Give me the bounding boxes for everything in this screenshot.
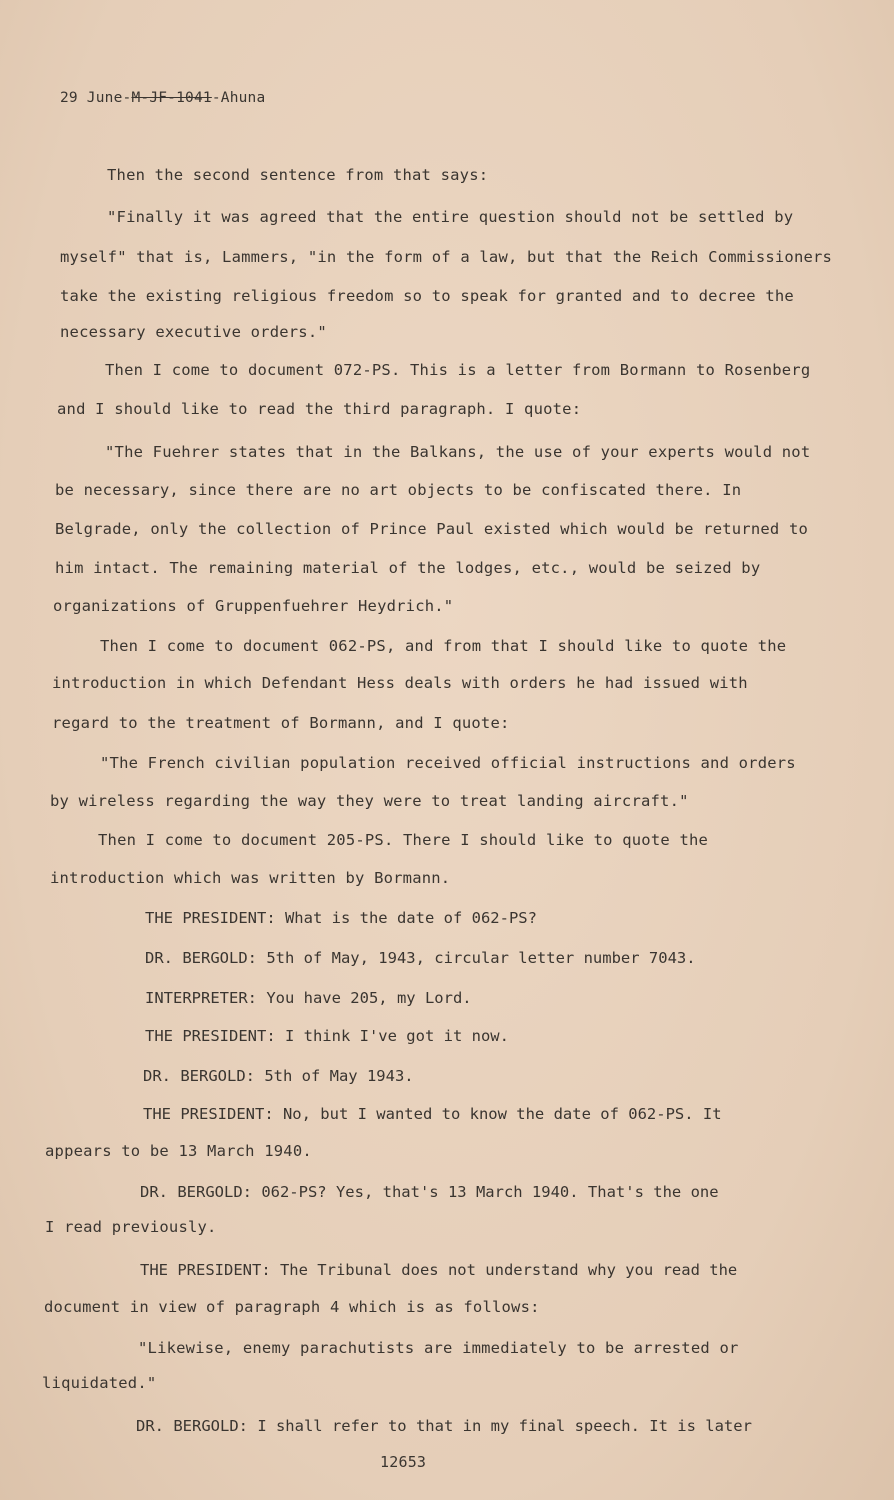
text-line: I read previously. bbox=[45, 1218, 217, 1236]
text-line: by wireless regarding the way they were to treat landing aircraft." bbox=[50, 792, 689, 810]
text-line: liquidated." bbox=[42, 1374, 157, 1392]
text-line: appears to be 13 March 1940. bbox=[45, 1142, 312, 1160]
text-line: him intact. The remaining material of the lodges, etc., would be seized by bbox=[55, 559, 761, 577]
header-date: 29 June- bbox=[60, 90, 132, 106]
text-line: necessary executive orders." bbox=[60, 323, 327, 341]
text-line: "Likewise, enemy parachutists are immediately to be arrested or bbox=[138, 1339, 739, 1357]
text-line: DR. BERGOLD: I shall refer to that in my final speech. It is later bbox=[136, 1417, 752, 1435]
header-struck-code: M-JF-1041 bbox=[131, 90, 212, 106]
text-line: Then I come to document 205-PS. There I should like to quote the bbox=[98, 831, 709, 849]
text-line: THE PRESIDENT: I think I've got it now. bbox=[145, 1027, 509, 1045]
page-number: 12653 bbox=[380, 1453, 427, 1471]
text-line: DR. BERGOLD: 5th of May 1943. bbox=[143, 1067, 414, 1085]
text-line: DR. BERGOLD: 5th of May, 1943, circular letter number 7043. bbox=[145, 949, 696, 967]
text-line: THE PRESIDENT: No, but I wanted to know the date of 062-PS. It bbox=[143, 1105, 722, 1123]
text-line: Then the second sentence from that says: bbox=[107, 166, 489, 184]
text-line: introduction in which Defendant Hess deals with orders he had issued with bbox=[52, 674, 748, 692]
text-line: document in view of paragraph 4 which is as follows: bbox=[44, 1298, 540, 1316]
text-line: "The Fuehrer states that in the Balkans, the use of your experts would not bbox=[105, 443, 811, 461]
header-initials: -Ahuna bbox=[211, 90, 266, 106]
text-line: and I should like to read the third paragraph. I quote: bbox=[57, 400, 582, 418]
text-line: take the existing religious freedom so to speak for granted and to decree the bbox=[60, 287, 794, 305]
text-line: Then I come to document 062-PS, and from that I should like to quote the bbox=[100, 637, 787, 655]
text-line: DR. BERGOLD: 062-PS? Yes, that's 13 March 1940. That's the one bbox=[140, 1183, 719, 1201]
text-line: "Finally it was agreed that the entire question should not be settled by bbox=[107, 208, 794, 226]
text-line: Then I come to document 072-PS. This is a letter from Bormann to Rosenberg bbox=[105, 361, 811, 379]
text-line: introduction which was written by Bormann. bbox=[50, 869, 451, 887]
text-line: be necessary, since there are no art objects to be confiscated there. In bbox=[55, 481, 742, 499]
text-line: THE PRESIDENT: The Tribunal does not understand why you read the bbox=[140, 1261, 738, 1279]
text-line: organizations of Gruppenfuehrer Heydrich." bbox=[53, 597, 454, 615]
text-line: myself" that is, Lammers, "in the form of a law, but that the Reich Commissioners bbox=[60, 248, 833, 266]
text-line: THE PRESIDENT: What is the date of 062-PS? bbox=[145, 909, 537, 927]
text-line: regard to the treatment of Bormann, and I quote: bbox=[52, 714, 510, 732]
text-line: INTERPRETER: You have 205, my Lord. bbox=[145, 989, 472, 1007]
text-line: Belgrade, only the collection of Prince Paul existed which would be returned to bbox=[55, 520, 809, 538]
page-header bbox=[60, 88, 265, 108]
text-line: "The French civilian population received official instructions and orders bbox=[100, 754, 796, 772]
